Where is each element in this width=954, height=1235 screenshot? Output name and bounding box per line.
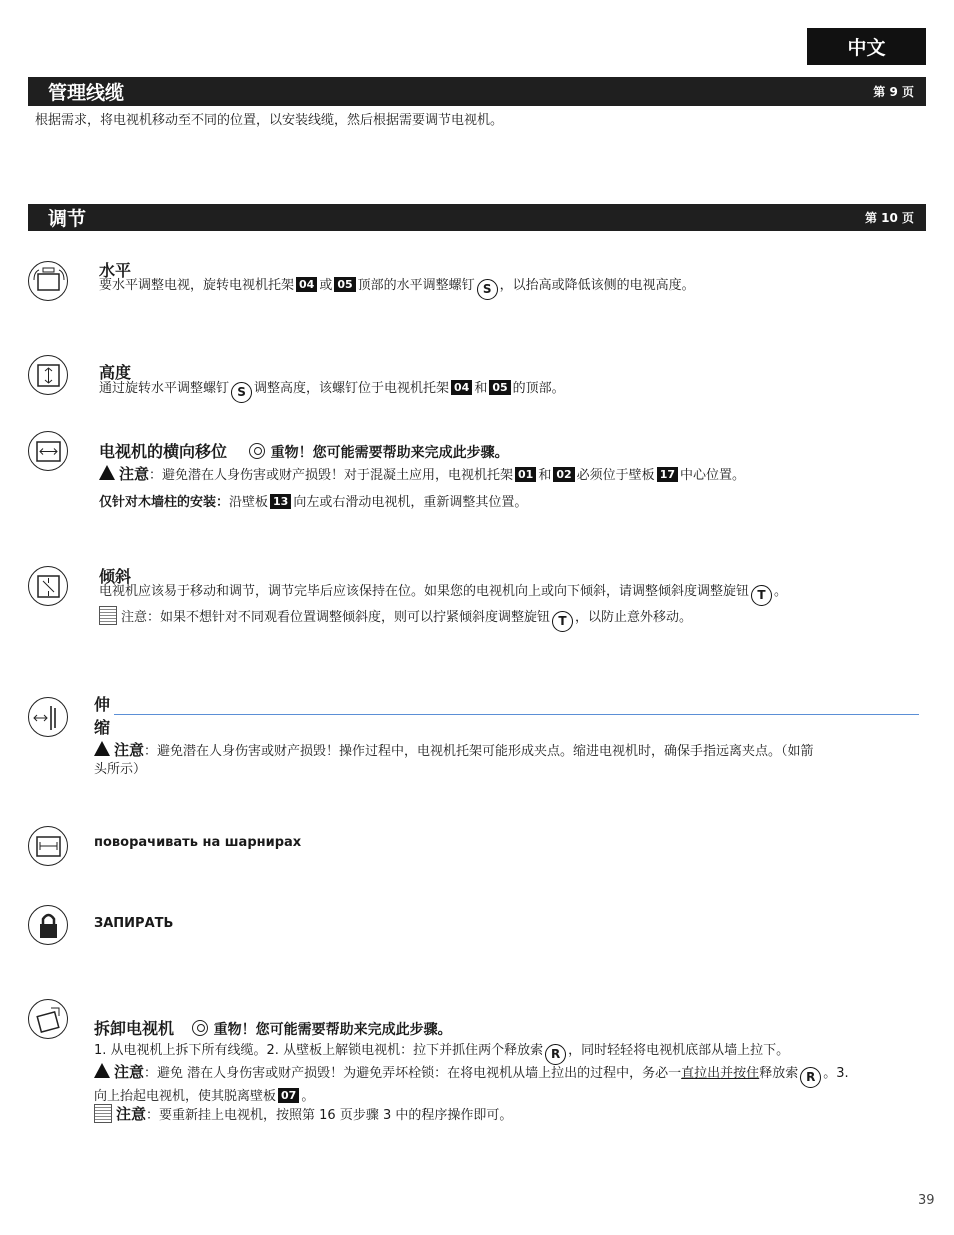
lateral-shift-icon	[28, 431, 68, 471]
page-reference: 第 10 页	[864, 211, 914, 225]
level-text: 要水平调整电视，旋转电视机托架 04 或 05 顶部的水平调整螺钉 S ，以抬高或降低该侧的电视高度。	[99, 277, 695, 300]
part-tag: 13	[270, 494, 291, 509]
note-icon	[99, 606, 117, 625]
part-tag: 17	[657, 467, 678, 482]
lateral-heading: 电视机的横向移位 重物！您可能需要帮助来完成此步骤。	[99, 442, 509, 461]
remove-heading: 拆卸电视机 重物！您可能需要帮助来完成此步骤。	[94, 1019, 452, 1038]
remove-tv-icon	[28, 999, 68, 1039]
height-text: 通过旋转水平调整螺钉 S 调整高度，该螺钉位于电视机托架 04 和 05 的顶部。	[99, 380, 565, 403]
lateral-wood-note: 仅针对木墙柱的安装：沿壁板 13 向左或右滑动电视机，重新调整其位置。	[99, 495, 528, 510]
part-tag: 07	[278, 1088, 299, 1103]
part-tag: 04	[451, 380, 472, 395]
section-title: 管理线缆	[48, 82, 125, 104]
swivel-icon	[28, 826, 68, 866]
lock-heading: ЗАПИРАТЬ	[94, 916, 174, 931]
tilt-note: 注意：如果不想针对不同观看位置调整倾斜度，则可以拧紧倾斜度调整旋钮 T ，以防止意外移动。	[99, 606, 692, 632]
swivel-heading: поворачивать на шарнирах	[94, 835, 302, 850]
part-tag: 02	[553, 467, 574, 482]
cable-management-text: 根据需求，将电视机移动至不同的位置，以安装线缆，然后根据需要调节电视机。	[35, 113, 504, 128]
section-header-adjustment	[28, 204, 926, 231]
part-tag: 01	[515, 467, 536, 482]
page-number: 39	[918, 1193, 935, 1208]
language-tab: 中文	[807, 28, 926, 65]
remove-note: 注意：要重新挂上电视机，按照第 16 页步骤 3 中的程序操作即可。	[94, 1104, 512, 1125]
two-person-icon	[249, 443, 265, 459]
tilt-heading: 倾斜	[99, 567, 132, 586]
note-icon	[94, 1104, 112, 1123]
level-heading: 水平	[99, 261, 132, 280]
part-tag: 05	[489, 380, 510, 395]
remove-steps: 1. 从电视机上拆下所有线缆。2. 从壁板上解锁电视机：拉下并抓住两个释放索 R ，同时轻轻将电视机底部从墙上拉下。	[94, 1042, 789, 1065]
screw-s-symbol: S	[231, 382, 252, 403]
warning-icon	[94, 1063, 110, 1078]
warning-icon	[99, 465, 115, 480]
lock-icon	[28, 905, 68, 945]
warning-icon	[94, 741, 110, 756]
tilt-text: 电视机应该易于移动和调节，调节完毕后应该保持在位。如果您的电视机向上或向下倾斜，请调整倾斜度调整旋钮 T 。	[99, 583, 787, 606]
knob-t-symbol: T	[751, 585, 772, 606]
extend-heading: 伸 缩	[94, 695, 111, 737]
two-person-icon	[192, 1020, 208, 1036]
lateral-caution: 注意：避免潜在人身伤害或财产损毁！对于混凝土应用，电视机托架 01 和 02 必须位于壁板 17 中心位置。	[99, 465, 745, 485]
knob-t-symbol: T	[552, 611, 573, 632]
level-icon	[28, 261, 68, 301]
release-r-symbol: R	[800, 1067, 821, 1088]
part-tag: 05	[334, 277, 355, 292]
extend-caution: 注意：避免潜在人身伤害或财产损毁！操作过程中，电视机托架可能形成夹点。缩进电视机时，确保手指远离夹点。（如箭 头所示）	[94, 741, 814, 777]
height-heading: 高度	[99, 363, 132, 382]
part-tag: 04	[296, 277, 317, 292]
screw-s-symbol: S	[477, 279, 498, 300]
extend-retract-icon	[28, 697, 68, 737]
section-title: 调节	[48, 208, 87, 230]
height-icon	[28, 355, 68, 395]
page-reference: 第 9 页	[873, 85, 914, 99]
release-r-symbol: R	[545, 1044, 566, 1065]
section-header-cable-management	[28, 77, 926, 106]
divider	[114, 714, 919, 715]
remove-caution: 注意：避免 潜在人身伤害或财产损毁！为避免弄坏栓锁：在将电视机从墙上拉出的过程中，务必一直拉出并按住释放索 R 。3. 向上抬起电视机，使其脱离壁板 07 。	[94, 1063, 849, 1104]
tilt-icon	[28, 566, 68, 606]
